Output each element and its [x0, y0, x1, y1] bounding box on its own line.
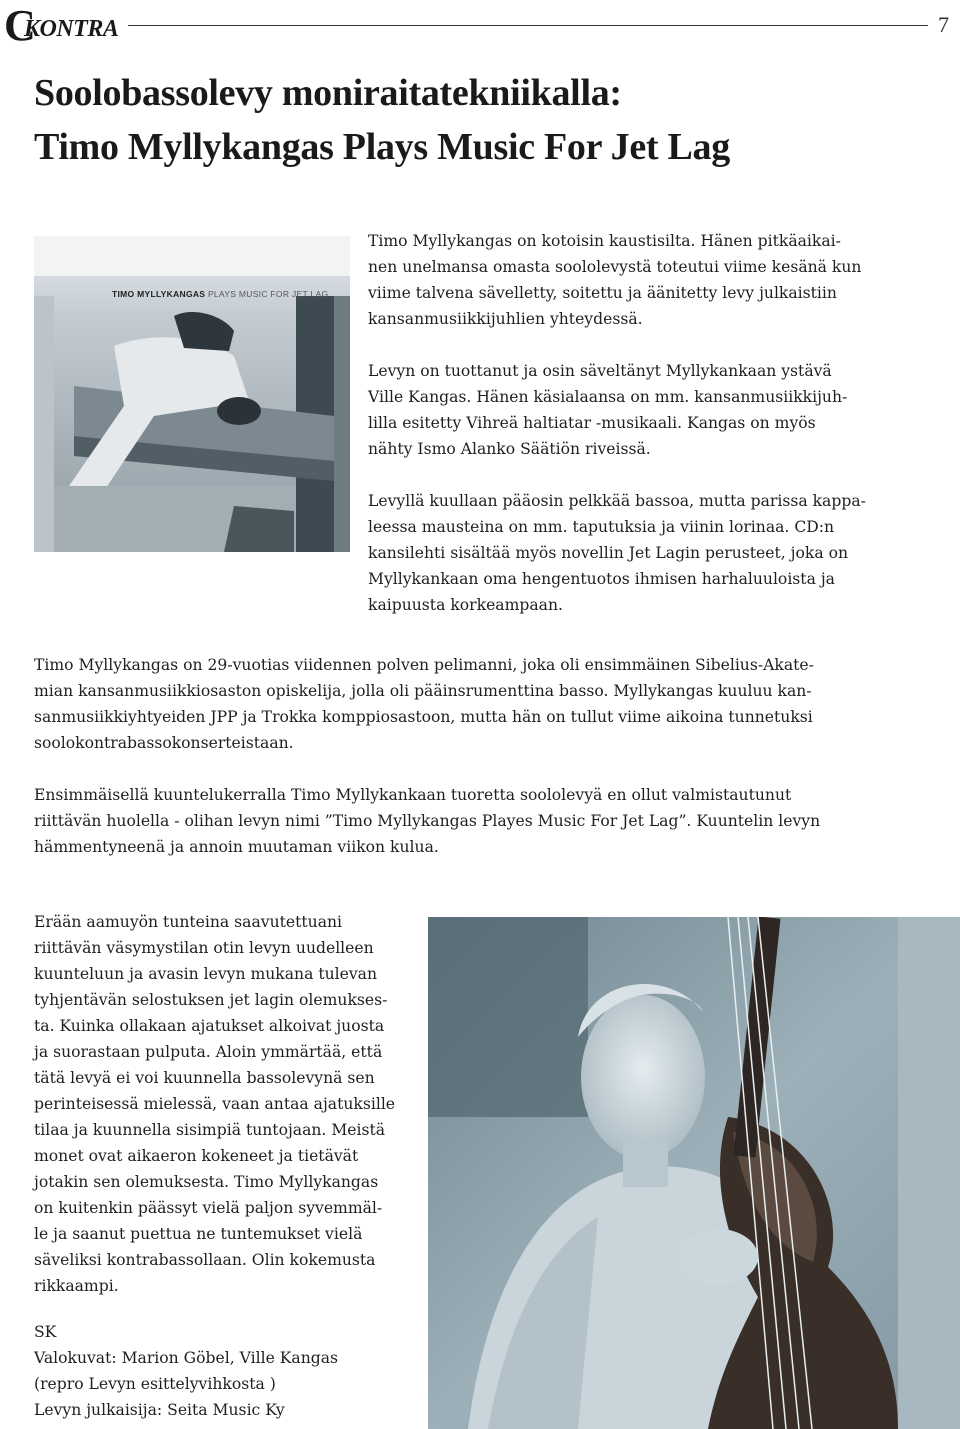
- cd-cover-photo: [34, 236, 350, 552]
- text-line: rikkaampi.: [34, 1276, 119, 1295]
- text-line: riittävän huolella - olihan levyn nimi ”Timo Myllykangas Playes Music For Jet Lag”. Kuuntelin levyn: [34, 812, 821, 830]
- title-line-2: Timo Myllykangas Plays Music For Jet Lag: [34, 126, 730, 168]
- text-line: lilla esitetty Vihreä haltiatar -musikaali. Kangas on myös: [368, 414, 816, 432]
- credit-photos: Valokuvat: Marion Göbel, Ville Kangas: [34, 1349, 339, 1367]
- text-line: kansilehti sisältää myös novellin Jet Lagin perusteet, joka on: [368, 544, 849, 562]
- cd-cover-album: PLAYS MUSIC FOR JET LAG: [207, 289, 329, 299]
- credit-publisher: Levyn julkaisija: Seita Music Ky: [34, 1401, 285, 1419]
- cd-cover-illustration: [34, 236, 350, 552]
- text-line: perinteisessä mielessä, vaan antaa ajatuksille: [34, 1094, 396, 1113]
- text-line: mian kansanmusiikkiosaston opiskelija, jolla oli pääinsrumenttina basso. Myllykangas kuuluu kan-: [34, 682, 812, 700]
- text-line: jotakin sen olemuksesta. Timo Myllykangas: [34, 1172, 379, 1191]
- text-line: hämmentyneenä ja annoin muutaman viikon kulua.: [34, 838, 439, 856]
- text-line: tätä levyä ei voi kuunnella bassolevynä sen: [34, 1068, 375, 1087]
- text-line: le ja saanut puettua ne tuntemukset vielä: [34, 1224, 363, 1243]
- text-line: Ensimmäisellä kuuntelukerralla Timo Myllykankaan tuoretta soololevyä en ollut valmistautunut: [34, 786, 792, 804]
- bass-player-photo: [428, 917, 960, 1429]
- header-rule: [128, 25, 928, 26]
- text-line: kansanmusiikkijuhlien yhteydessä.: [368, 310, 643, 328]
- logo-text: KONTRA: [24, 16, 119, 42]
- text-line: nen unelmansa omasta soololevystä toteutui viime kesänä kun: [368, 258, 862, 276]
- page-header: [0, 0, 960, 50]
- text-line: kaipuusta korkeampaan.: [368, 596, 563, 614]
- text-line: leessa mausteina on mm. taputuksia ja viinin lorinaa. CD:n: [368, 518, 835, 536]
- logo-letter: C: [4, 1, 36, 50]
- text-line: säveliksi kontrabassollaan. Olin kokemusta: [34, 1250, 376, 1269]
- text-line: nähty Ismo Alanko Säätiön riveissä.: [368, 440, 651, 458]
- paragraph-first-listen: [34, 782, 934, 860]
- paragraph-review: [34, 909, 399, 1299]
- cd-cover-label: [112, 289, 328, 299]
- text-line: ta. Kuinka ollakaan ajatukset alkoivat juosta: [34, 1016, 385, 1035]
- paragraph-content: [368, 488, 908, 618]
- article-title: [34, 66, 934, 174]
- credits: [34, 1319, 394, 1423]
- paragraph-intro: [368, 228, 908, 332]
- text-line: soolokontrabassokonserteistaan.: [34, 734, 294, 752]
- text-line: sanmusiikkiyhtyeiden JPP ja Trokka komppiosastoon, mutta hän on tullut viime aikoina tunnetuksi: [34, 708, 813, 726]
- text-line: on kuitenkin päässyt vielä paljon syvemmäl-: [34, 1198, 383, 1217]
- left-column: [34, 893, 399, 1314]
- credit-repro: (repro Levyn esittelyvihkosta ): [34, 1375, 276, 1393]
- text-line: viime talvena sävelletty, soitettu ja äänitetty levy julkaistiin: [368, 284, 837, 302]
- title-line-1: Soolobassolevy moniraitatekniikalla:: [34, 72, 622, 114]
- text-line: Erään aamuyön tunteina saavutettuani: [34, 912, 343, 931]
- text-line: Timo Myllykangas on kotoisin kaustisilta. Hänen pitkäaikai-: [368, 232, 841, 250]
- paragraph-biography: [34, 652, 934, 756]
- text-line: Levyllä kuullaan pääosin pelkkää bassoa, mutta parissa kappa-: [368, 492, 866, 510]
- text-line: tyhjentävän selostuksen jet lagin olemukses-: [34, 990, 388, 1009]
- text-line: Ville Kangas. Hänen käsialaansa on mm. kansanmusiikkijuh-: [368, 388, 848, 406]
- text-line: riittävän väsymystilan otin levyn uudelleen: [34, 938, 374, 957]
- paragraph-producer: [368, 358, 908, 462]
- text-line: monet ovat aikaeron kokeneet ja tietävät: [34, 1146, 359, 1165]
- text-line: Levyn on tuottanut ja osin säveltänyt Myllykankaan ystävä: [368, 362, 832, 380]
- full-width-body: [34, 652, 934, 886]
- text-line: tilaa ja kuunnella sisimpiä tuntojaan. Meistä: [34, 1120, 386, 1139]
- right-column: [368, 228, 908, 644]
- cd-cover-artist: TIMO MYLLYKANGAS: [112, 289, 206, 299]
- bass-player-illustration: [428, 917, 960, 1429]
- text-line: Timo Myllykangas on 29-vuotias viidennen polven pelimanni, joka oli ensimmäinen Sibelius-Akate-: [34, 656, 814, 674]
- text-line: kuunteluun ja avasin levyn mukana tulevan: [34, 964, 378, 983]
- page-number: 7: [938, 12, 949, 37]
- text-line: ja suorastaan pulputa. Aloin ymmärtää, että: [34, 1042, 383, 1061]
- text-line: Myllykankaan oma hengentuotos ihmisen harhaluuloista ja: [368, 570, 835, 588]
- credit-author: SK: [34, 1323, 57, 1341]
